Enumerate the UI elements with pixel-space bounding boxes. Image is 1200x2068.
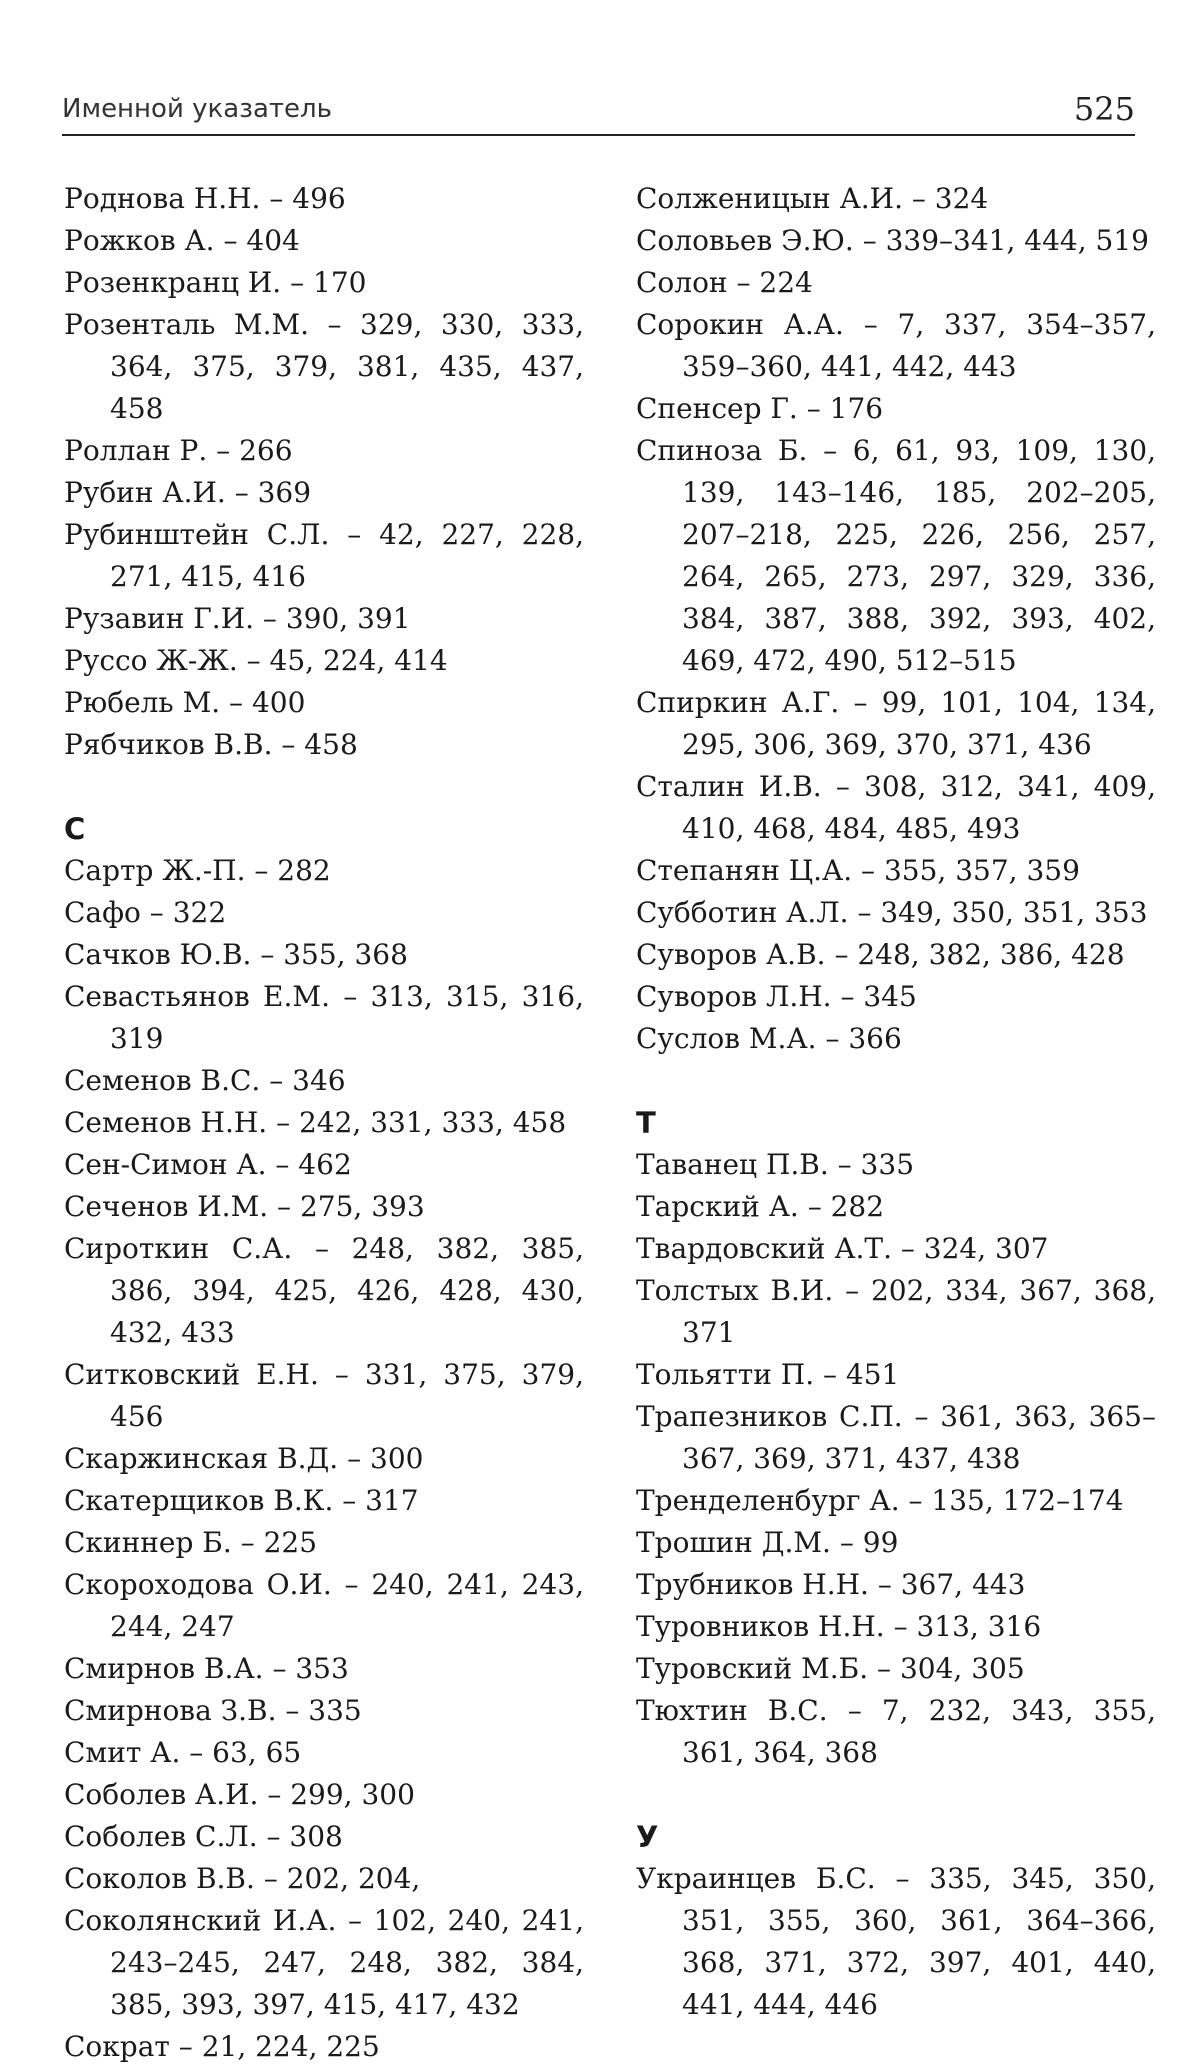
index-entry: Рябчиков В.В. – 458 xyxy=(64,728,358,761)
index-entry: Рожков А. – 404 xyxy=(64,224,300,257)
section-gap xyxy=(636,1774,1156,1816)
letter-heading-s: С xyxy=(64,812,86,846)
index-entry: Тольятти П. – 451 xyxy=(636,1358,900,1391)
index-entry: Скороходова О.И. – 240, 241, 243, 244, 247 xyxy=(64,1568,584,1643)
index-entry: Спиноза Б. – 6, 61, 93, 109, 130, 139, 143–146, 185, 202–205, 207–218, 225, 226, 256, 257, 264, 265, 273, 297, 329, 336, 384, 387, 388, 392, 393, 402, 469, 472, 490, 512–515 xyxy=(636,434,1156,677)
index-entry: Тренделенбург А. – 135, 172–174 xyxy=(636,1484,1124,1517)
index-entry: Спиркин А.Г. – 99, 101, 104, 134, 295, 306, 369, 370, 371, 436 xyxy=(636,686,1156,761)
index-entry: Сократ – 21, 224, 225 xyxy=(64,2030,380,2063)
index-entry: Трошин Д.М. – 99 xyxy=(636,1526,899,1559)
index-entry: Туровский М.Б. – 304, 305 xyxy=(636,1652,1025,1685)
index-entry: Рубин А.И. – 369 xyxy=(64,476,312,509)
left-column xyxy=(64,178,584,2068)
right-column xyxy=(636,178,1156,2026)
index-entry: Степанян Ц.А. – 355, 357, 359 xyxy=(636,854,1080,887)
index-entry: Семенов В.С. – 346 xyxy=(64,1064,346,1097)
index-entry: Сироткин С.А. – 248, 382, 385, 386, 394, 425, 426, 428, 430, 432, 433 xyxy=(64,1232,584,1349)
index-entry: Сен-Симон А. – 462 xyxy=(64,1148,352,1181)
section-gap xyxy=(64,766,584,808)
index-entry: Ситковский Е.Н. – 331, 375, 379, 456 xyxy=(64,1358,584,1433)
index-entry: Соболев А.И. – 299, 300 xyxy=(64,1778,415,1811)
index-entry: Семенов Н.Н. – 242, 331, 333, 458 xyxy=(64,1106,567,1139)
index-entry: Тарский А. – 282 xyxy=(636,1190,885,1223)
index-entry: Смит А. – 63, 65 xyxy=(64,1736,302,1769)
index-entry: Тюхтин В.С. – 7, 232, 343, 355, 361, 364, 368 xyxy=(636,1694,1156,1769)
index-entry: Скатерщиков В.К. – 317 xyxy=(64,1484,419,1517)
index-entry: Роднова Н.Н. – 496 xyxy=(64,182,346,215)
index-entry: Смирнов В.А. – 353 xyxy=(64,1652,349,1685)
index-entry: Спенсер Г. – 176 xyxy=(636,392,884,425)
index-entry: Сорокин А.А. – 7, 337, 354–357, 359–360, 441, 442, 443 xyxy=(636,308,1156,383)
index-entry: Сталин И.В. – 308, 312, 341, 409, 410, 468, 484, 485, 493 xyxy=(636,770,1156,845)
index-entry: Солон – 224 xyxy=(636,266,813,299)
index-entry: Соколянский И.А. – 102, 240, 241, 243–245, 247, 248, 382, 384, 385, 393, 397, 415, 417, 432 xyxy=(64,1904,584,2021)
section-gap xyxy=(636,1060,1156,1102)
index-entry: Сачков Ю.В. – 355, 368 xyxy=(64,938,408,971)
page-number: 525 xyxy=(1073,90,1135,128)
index-entry: Севастьянов Е.М. – 313, 315, 316, 319 xyxy=(64,980,584,1055)
index-entry: Солженицын А.И. – 324 xyxy=(636,182,989,215)
index-entry: Рубинштейн С.Л. – 42, 227, 228, 271, 415, 416 xyxy=(64,518,584,593)
index-entry: Рузавин Г.И. – 390, 391 xyxy=(64,602,411,635)
index-entry: Украинцев Б.С. – 335, 345, 350, 351, 355, 360, 361, 364–366, 368, 371, 372, 397, 401, 440, 441, 444, 446 xyxy=(636,1862,1156,2021)
index-entry: Таванец П.В. – 335 xyxy=(636,1148,915,1181)
index-entry: Субботин А.Л. – 349, 350, 351, 353 xyxy=(636,896,1148,929)
index-entry: Рюбель М. – 400 xyxy=(64,686,306,719)
index-entry: Роллан Р. – 266 xyxy=(64,434,293,467)
index-entry: Суворов А.В. – 248, 382, 386, 428 xyxy=(636,938,1125,971)
index-entry: Розенталь М.М. – 329, 330, 333, 364, 375, 379, 381, 435, 437, 458 xyxy=(64,308,584,425)
section-title: Именной указатель xyxy=(62,94,332,124)
index-entry: Розенкранц И. – 170 xyxy=(64,266,367,299)
index-entry: Руссо Ж-Ж. – 45, 224, 414 xyxy=(64,644,448,677)
index-entry: Скаржинская В.Д. – 300 xyxy=(64,1442,424,1475)
index-entry: Трапезников С.П. – 361, 363, 365–367, 369, 371, 437, 438 xyxy=(636,1400,1156,1475)
index-entry: Трубников Н.Н. – 367, 443 xyxy=(636,1568,1026,1601)
running-header xyxy=(62,82,1135,136)
letter-heading-t: Т xyxy=(636,1106,656,1140)
index-entry: Соколов В.В. – 202, 204, xyxy=(64,1862,421,1895)
index-entry: Смирнова З.В. – 335 xyxy=(64,1694,362,1727)
index-entry: Твардовский А.Т. – 324, 307 xyxy=(636,1232,1049,1265)
letter-heading-u: У xyxy=(636,1820,659,1854)
index-entry: Соболев С.Л. – 308 xyxy=(64,1820,343,1853)
index-entry: Соловьев Э.Ю. – 339–341, 444, 519 xyxy=(636,224,1149,257)
index-entry: Сартр Ж.-П. – 282 xyxy=(64,854,331,887)
index-entry: Сафо – 322 xyxy=(64,896,227,929)
index-entry: Суворов Л.Н. – 345 xyxy=(636,980,917,1013)
index-entry: Сеченов И.М. – 275, 393 xyxy=(64,1190,425,1223)
index-entry: Толстых В.И. – 202, 334, 367, 368, 371 xyxy=(636,1274,1156,1349)
index-entry: Суслов М.А. – 366 xyxy=(636,1022,902,1055)
index-entry: Туровников Н.Н. – 313, 316 xyxy=(636,1610,1042,1643)
index-entry: Скиннер Б. – 225 xyxy=(64,1526,318,1559)
